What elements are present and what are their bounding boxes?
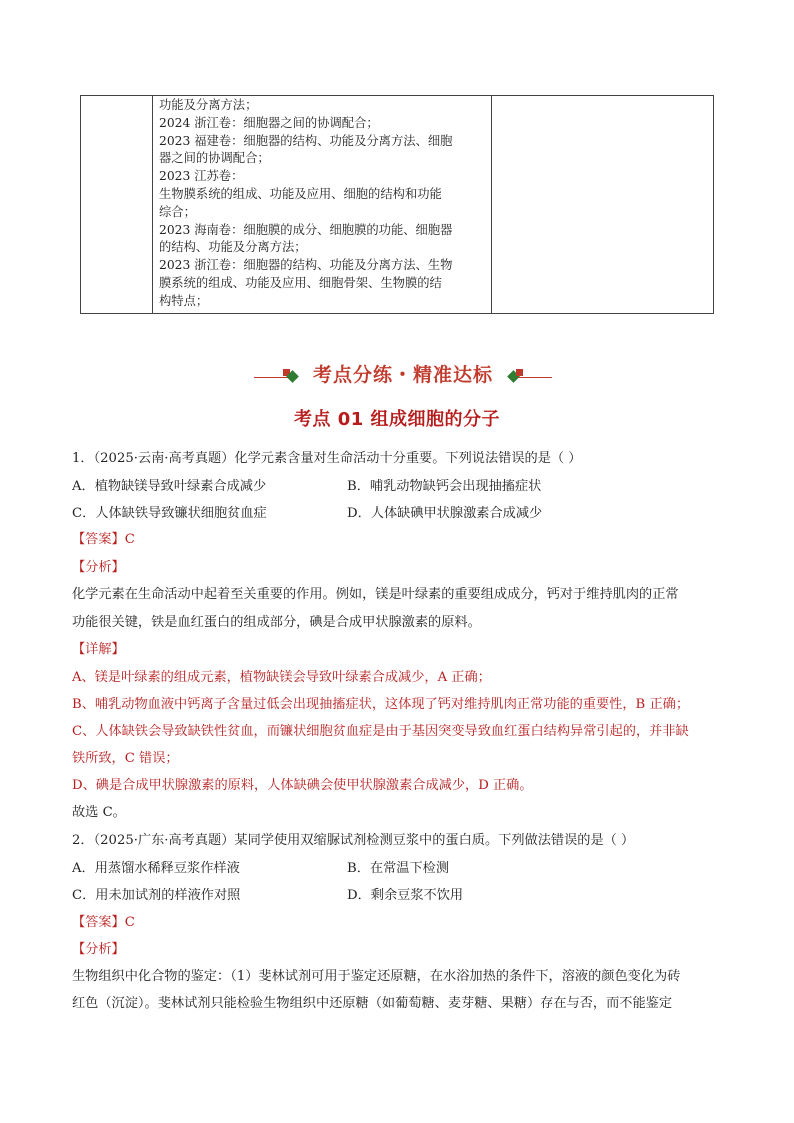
question-1-answer: [72, 528, 135, 547]
detail-tag: 【详解】: [72, 642, 125, 657]
table-divider: [152, 96, 153, 313]
answer-tag: 【答案】: [72, 532, 125, 547]
detail-text: 铁所致，C 错误；: [72, 751, 179, 766]
analysis-text: 功能很关键，铁是血红蛋白的组成部分，碘是合成甲状腺激素的原料。: [72, 615, 481, 630]
analysis-text: 红色（沉淀）。斐林试剂只能检验生物组织中还原糖（如葡萄糖、麦芽糖、果糖）存在与否，而不能鉴定: [72, 996, 673, 1011]
answer-tag: 【答案】: [72, 915, 125, 930]
table-text-line: 2023 福建卷：细胞器的结构、功能及分离方法、细胞: [159, 133, 453, 148]
table-text-line: 2023 浙江卷：细胞器的结构、功能及分离方法、生物: [159, 258, 453, 273]
question-2-answer: [72, 911, 135, 930]
table-text-line: 功能及分离方法；: [159, 98, 258, 112]
question-2-option-a: A．用蒸馏水稀释豆浆作样液: [72, 861, 240, 876]
table-text-line: 2023 海南卷：细胞膜的成分、细胞膜的功能、细胞器: [159, 222, 453, 237]
detail-text: B、哺乳动物血液中钙离子含量过低会出现抽搐症状，这体现了钙对维持肌肉正常功能的重要性，B 正确；: [72, 697, 690, 712]
question-1-option-a: A．植物缺镁导致叶绿素合成减少: [72, 479, 267, 494]
table-text-line: 的结构、功能及分离方法；: [159, 240, 307, 255]
table-text-line: 器之间的协调配合；: [159, 151, 270, 166]
answer-value: C: [124, 532, 135, 547]
section-banner: [254, 358, 552, 392]
detail-text: A、镁是叶绿素的组成元素，植物缺镁会导致叶绿素合成减少，A 正确；: [72, 670, 491, 685]
question-2-option-b: B．在常温下检测: [347, 861, 450, 876]
table-text-line: 膜系统的组成、功能及应用、细胞骨架、生物膜的结: [159, 275, 442, 290]
section-heading: 考点 01 组成细胞的分子: [293, 409, 501, 430]
question-1-option-b: B．哺乳动物缺钙会出现抽搐症状: [347, 479, 542, 494]
answer-value: C: [124, 915, 135, 930]
exam-reference-cell: [159, 97, 489, 311]
question-1-option-d: D．人体缺碘甲状腺激素合成减少: [347, 506, 543, 521]
detail-text: C、人体缺铁会导致缺铁性贫血，而镰状细胞贫血症是由于基因突变导致血红蛋白结构异常引起的，并非缺: [72, 724, 689, 739]
table-text-line: 2023 江苏卷：: [159, 169, 244, 184]
table-text-line: 生物膜系统的组成、功能及应用、细胞的结构和功能: [159, 186, 442, 201]
analysis-tag: 【分析】: [72, 560, 125, 575]
banner-rule: [518, 377, 552, 378]
analysis-text: 化学元素在生命活动中起着至关重要的作用。例如，镁是叶绿素的重要组成成分，钙对于维持肌肉的正常: [72, 587, 679, 602]
question-1-option-c: C．人体缺铁导致镰状细胞贫血症: [72, 506, 267, 521]
exam-reference-table: [80, 95, 714, 314]
table-text-line: 构特点；: [159, 293, 209, 308]
detail-text: D、碘是合成甲状腺激素的原料，人体缺碘会使甲状腺激素合成减少，D 正确。: [72, 778, 533, 793]
analysis-tag: 【分析】: [72, 942, 125, 957]
question-2-option-c: C．用未加试剂的样液作对照: [72, 888, 241, 903]
banner-ornament-icon: [516, 369, 523, 376]
analysis-text: 生物组织中化合物的鉴定：（1）斐林试剂可用于鉴定还原糖，在水浴加热的条件下，溶液的颜色变化为砖: [72, 969, 681, 984]
conclusion-text: 故选 C。: [72, 805, 126, 820]
section-banner-title: 考点分练・精准达标: [312, 364, 493, 386]
table-text-line: 2024 浙江卷：细胞器之间的协调配合；: [159, 115, 379, 130]
question-2-stem: 2．（2025·广东·高考真题）某同学使用双缩脲试剂检测豆浆中的蛋白质。下列做法错误的是（ ）: [72, 833, 635, 848]
question-2-option-d: D．剩余豆浆不饮用: [347, 888, 464, 903]
table-text-line: 综合；: [159, 204, 196, 219]
question-1-stem: 1．（2025·云南·高考真题）化学元素含量对生命活动十分重要。下列说法错误的是（ ）: [72, 451, 582, 466]
table-divider: [491, 96, 492, 313]
banner-rule: [254, 377, 288, 378]
